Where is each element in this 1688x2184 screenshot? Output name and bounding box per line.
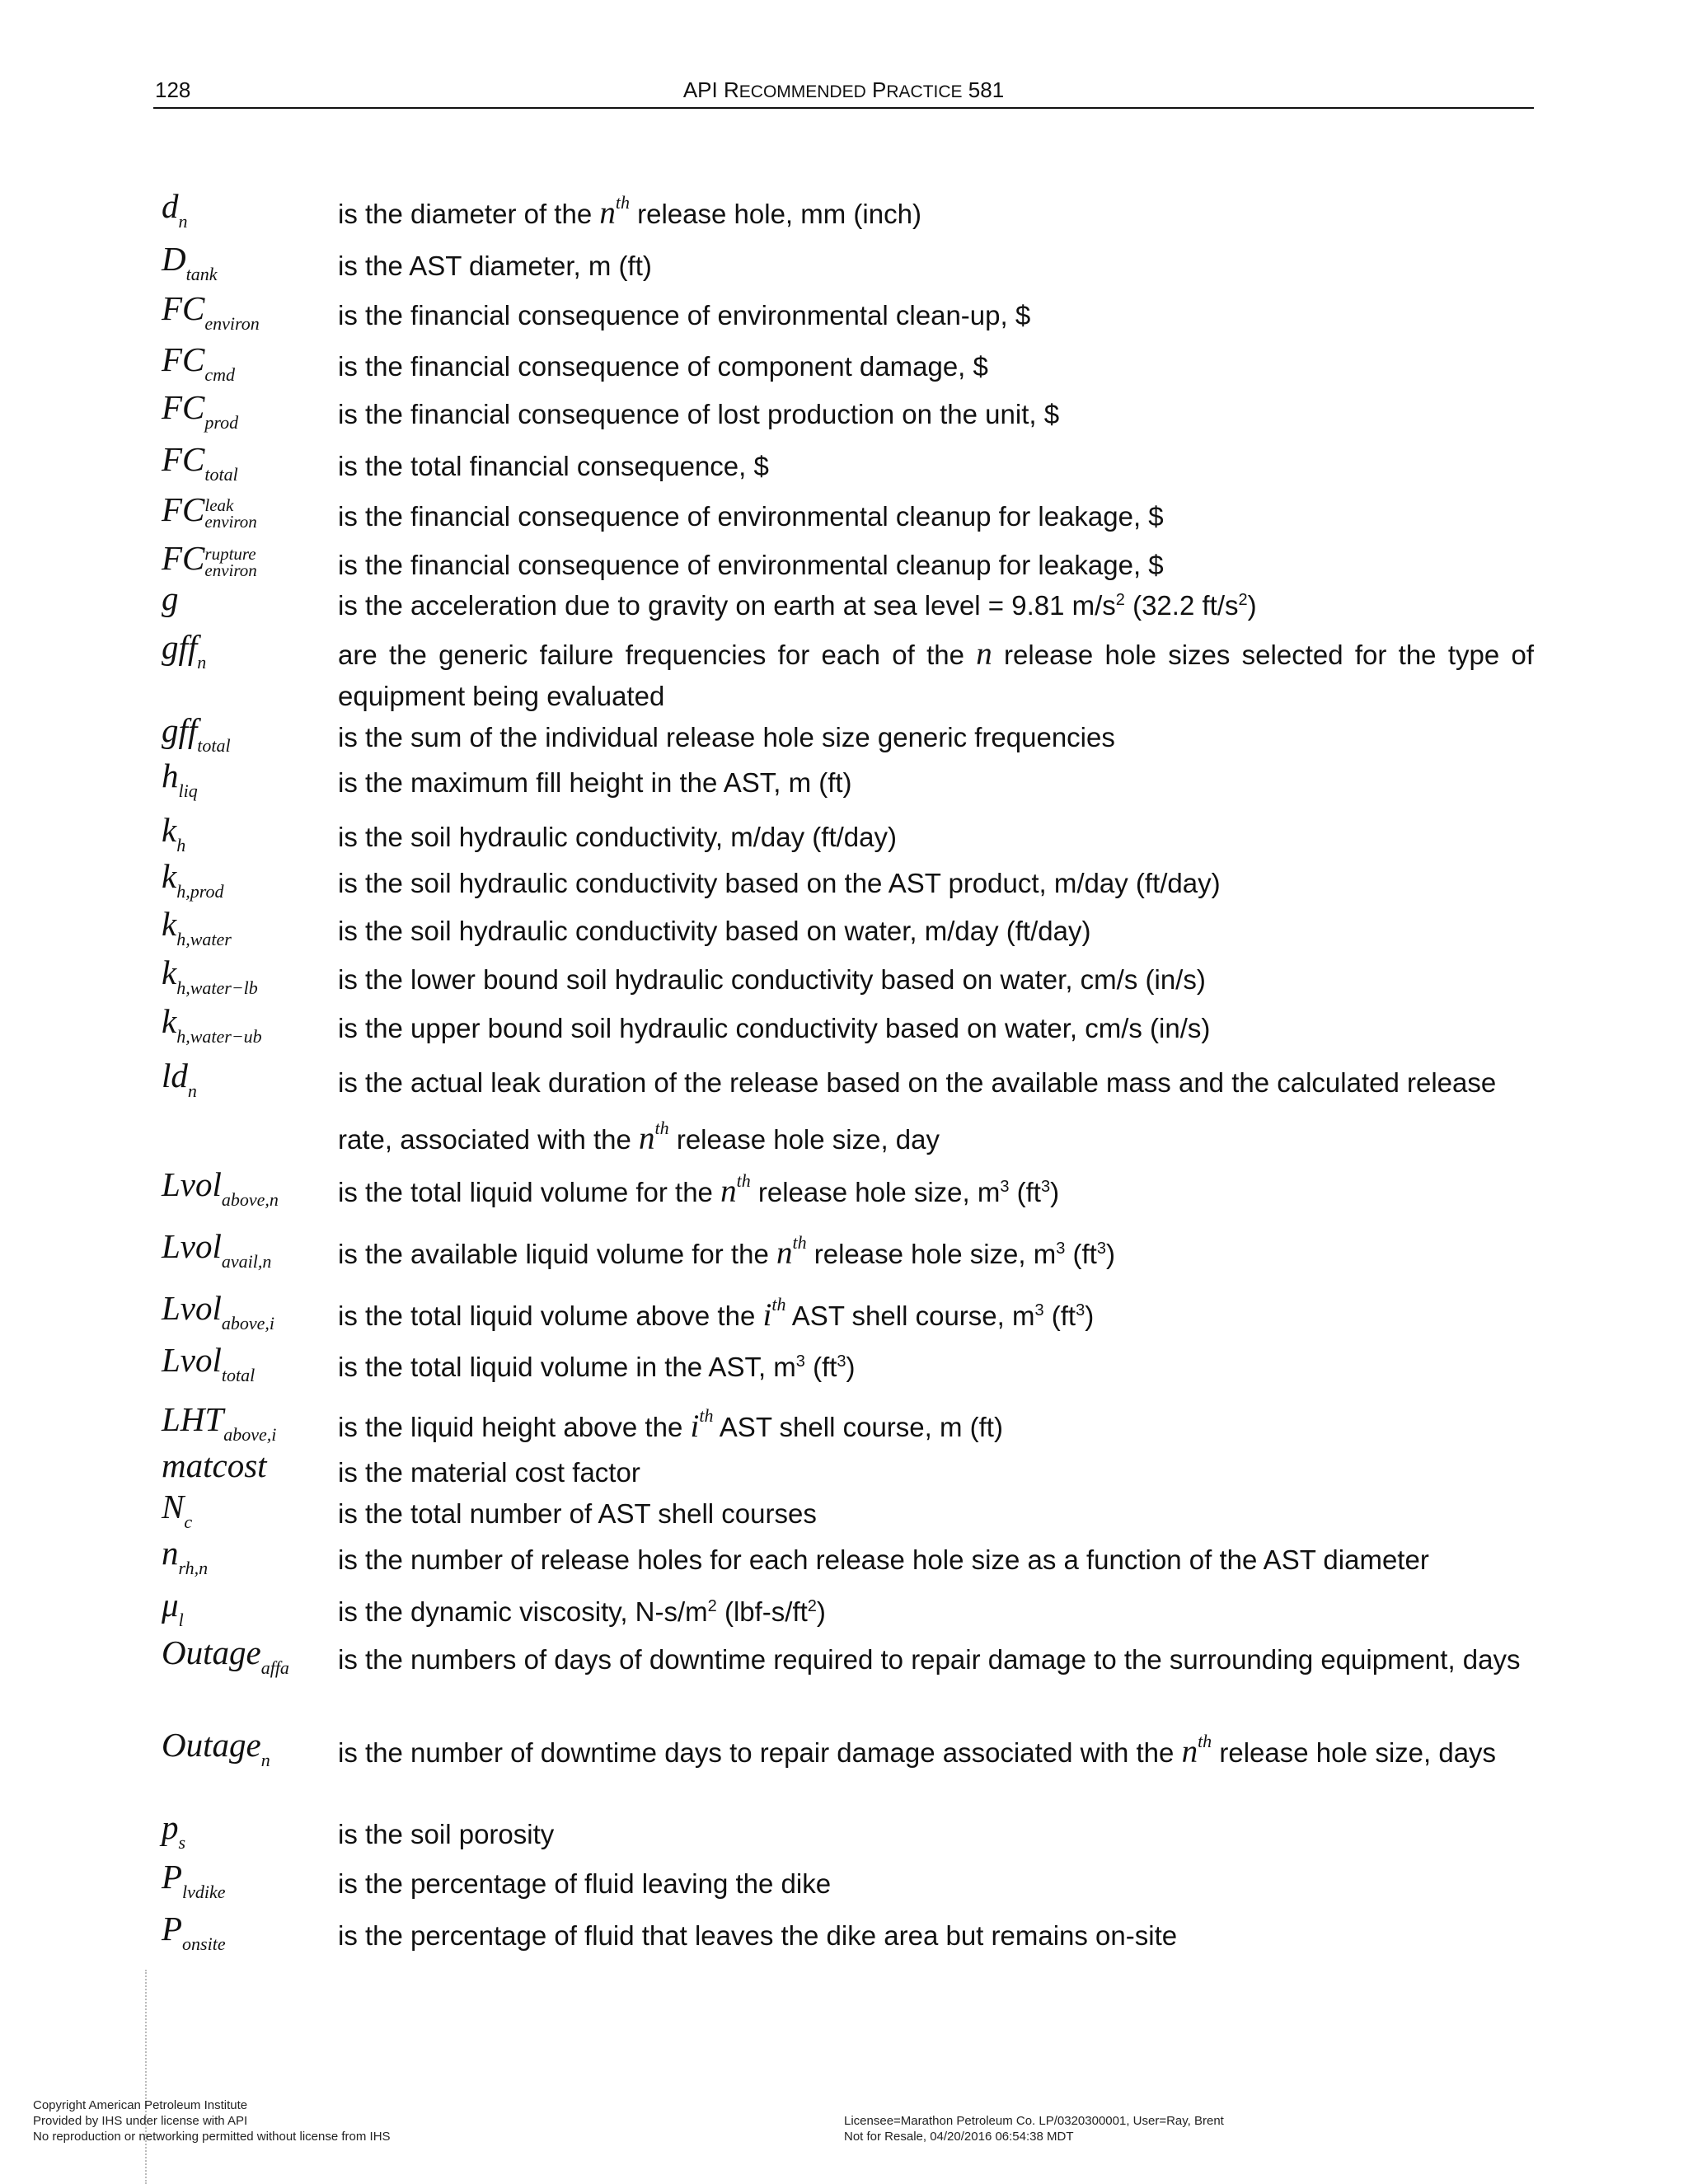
definition: is the number of downtime days to repair damage associated with the $n^{th}$ release hole size, days xyxy=(338,1731,1497,1769)
definition: is the soil porosity xyxy=(338,1819,555,1849)
footer-licensee: Licensee=Marathon Petroleum Co. LP/0320300001, User=Ray, Brent Not for Resale, 04/20/2016 06:54:38 MDT xyxy=(844,2114,1224,2144)
symbol: $P_{onsite}$ xyxy=(162,1910,226,1954)
definition: is the numbers of days of downtime required to repair damage to the surrounding equipment, days xyxy=(338,1644,1521,1675)
symbol: $FC_{environ}$ xyxy=(162,289,260,334)
symbol: FC leak environ xyxy=(162,490,257,532)
definition: is the total liquid volume above the $i^{th}$ AST shell course, $m^3$ $(ft^3)$ xyxy=(338,1294,1095,1333)
symbol: Lvol$_{total}$ xyxy=(162,1341,256,1385)
symbol: $FC_{total}$ xyxy=(162,440,238,485)
definition: is the financial consequence of lost production on the unit, $ xyxy=(338,399,1060,429)
definition: is the diameter of the $n^{th}$ release hole, mm (inch) xyxy=(338,192,921,231)
symbol: $k_{h,prod}$ xyxy=(162,857,224,902)
definition: is the financial consequence of environmental cleanup for leakage, $ xyxy=(338,501,1164,532)
definition: is the soil hydraulic conductivity, m/day (ft/day) xyxy=(338,822,897,852)
symbol: $h_{liq}$ xyxy=(162,757,198,801)
symbol: Outage$_n$ xyxy=(162,1726,270,1770)
symbol: Lvol$_{avail,n}$ xyxy=(162,1227,272,1272)
definition: is the dynamic viscosity, $N-s/m^2$ $(lbf-s/ft^2)$ xyxy=(338,1596,826,1627)
symbol: $D_{tank}$ xyxy=(162,240,218,284)
symbol: FC rupture environ xyxy=(162,539,257,580)
symbol: $ld_n$ xyxy=(162,1057,197,1101)
definition: is the sum of the individual release hole size generic frequencies xyxy=(338,722,1115,752)
definition: are the generic failure frequencies for each of the n release hole sizes selected for the type of equipment being evaluated xyxy=(338,636,1534,711)
definition: is the total liquid volume for the $n^{th}$ release hole size, $m^3$ $(ft^3)$ xyxy=(338,1170,1060,1209)
margin-dotted-line xyxy=(145,1970,148,2184)
definition: is the soil hydraulic conductivity based on the AST product, m/day (ft/day) xyxy=(338,868,1221,898)
definition: is the available liquid volume for the $n^{th}$ release hole size, $m^3$ $(ft^3)$ xyxy=(338,1232,1115,1271)
symbol: $FC_{prod}$ xyxy=(162,388,239,433)
definition: is the number of release holes for each release hole size as a function of the AST diameter xyxy=(338,1544,1429,1575)
symbol: $P_{lvdike}$ xyxy=(162,1858,226,1902)
definition: is the financial consequence of component damage, $ xyxy=(338,351,988,382)
definition: is the liquid height above the $i^{th}$ AST shell course, m (ft) xyxy=(338,1405,1003,1444)
definition: is the acceleration due to gravity on earth at sea level = 9.81 $m/s^2$ (32.2 $ft/s^2$) xyxy=(338,590,1257,621)
symbol: $k_h$ xyxy=(162,811,186,855)
symbol: Outage$_{affa}$ xyxy=(162,1633,289,1678)
definition: is the lower bound soil hydraulic conductivity based on water, cm/s (in/s) xyxy=(338,964,1206,995)
symbol: gff$_n$ xyxy=(162,628,207,673)
symbol: Lvol$_{above,i}$ xyxy=(162,1289,275,1333)
symbol: g xyxy=(162,579,179,617)
symbol: $p_s$ xyxy=(162,1808,186,1853)
symbol: gff$_{total}$ xyxy=(162,711,231,756)
definition: is the total financial consequence, $ xyxy=(338,451,769,481)
definition: is the actual leak duration of the release based on the available mass and the calculated release rate, associated with the $n^{th}$ release hole size, day xyxy=(338,1067,1497,1156)
page-header xyxy=(153,77,1534,109)
symbol: $FC_{cmd}$ xyxy=(162,340,236,385)
symbol: $d_n$ xyxy=(162,187,188,232)
symbol: $n_{rh,n}$ xyxy=(162,1534,209,1578)
footer-copyright: Copyright American Petroleum Institute Provided by IHS under license with API No reproduction or networking permitted without license from IHS xyxy=(33,2098,391,2144)
page-number: 128 xyxy=(155,77,191,102)
running-title: API RECOMMENDED PRACTICE 581 xyxy=(682,77,1005,102)
symbol: $N_c$ xyxy=(162,1488,193,1532)
symbol: $LHT_{above,i}$ xyxy=(162,1400,277,1445)
symbol: matcost xyxy=(162,1446,267,1484)
definition: is the upper bound soil hydraulic conductivity based on water, cm/s (in/s) xyxy=(338,1013,1211,1043)
definition: is the percentage of fluid leaving the dike xyxy=(338,1868,832,1899)
definition: is the soil hydraulic conductivity based on water, m/day (ft/day) xyxy=(338,916,1091,946)
definition: is the financial consequence of environmental cleanup for leakage, $ xyxy=(338,550,1164,580)
definition: is the financial consequence of environmental clean-up, $ xyxy=(338,300,1031,330)
symbol: $k_{h,water-lb}$ xyxy=(162,954,258,998)
symbol: Lvol$_{above,n}$ xyxy=(162,1165,279,1210)
symbol: $k_{h,water}$ xyxy=(162,905,232,949)
definition: is the material cost factor xyxy=(338,1457,640,1488)
symbol: $\mu_l$ xyxy=(162,1586,184,1630)
definition: is the total liquid volume in the AST, $m^3$ $(ft^3)$ xyxy=(338,1352,856,1382)
definition: is the percentage of fluid that leaves the dike area but remains on-site xyxy=(338,1920,1178,1951)
definition: is the maximum fill height in the AST, m (ft) xyxy=(338,767,852,798)
symbol: $k_{h,water-ub}$ xyxy=(162,1002,262,1047)
definition: is the AST diameter, m (ft) xyxy=(338,251,652,281)
definition: is the total number of AST shell courses xyxy=(338,1498,817,1529)
